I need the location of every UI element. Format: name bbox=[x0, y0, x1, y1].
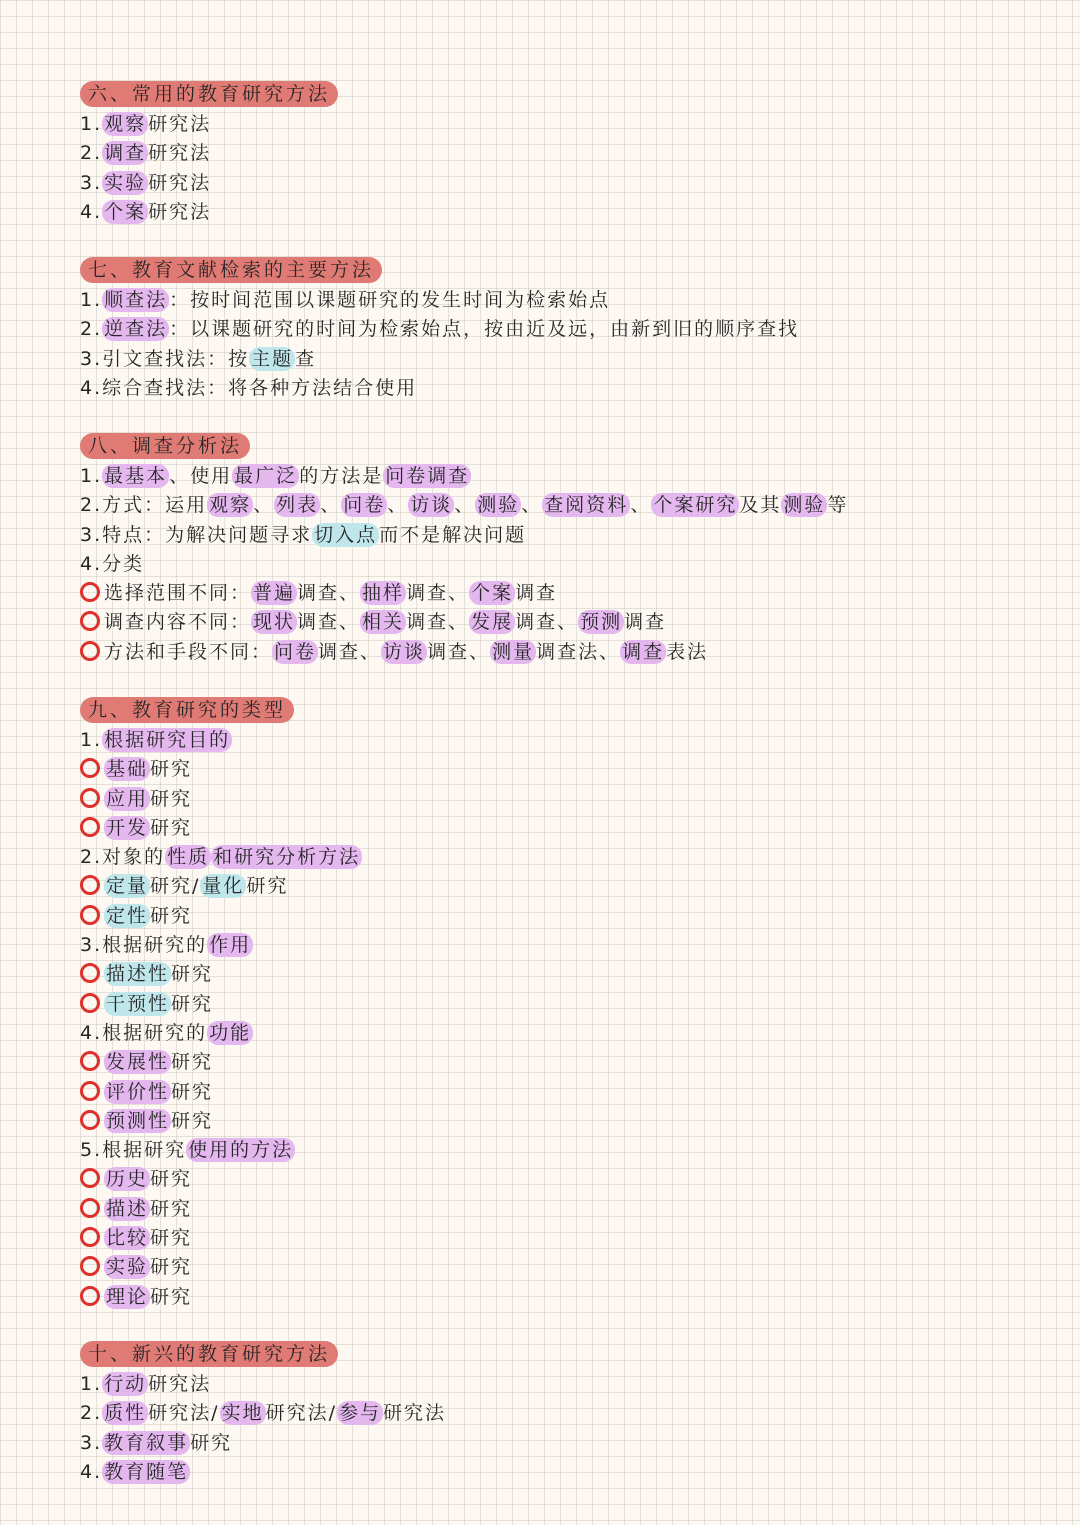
circle-bullet-icon bbox=[80, 1168, 100, 1188]
list-item: 2. 质性 研究法/ 实地 研究法/ 参与 研究法 bbox=[80, 1402, 447, 1425]
list-item: 1. 行动 研究法 bbox=[80, 1373, 212, 1395]
circle-bullet-icon bbox=[80, 1051, 100, 1071]
circle-bullet-icon bbox=[80, 641, 100, 661]
list-item: 4.分类 bbox=[80, 552, 145, 575]
list-item: 发展性 研究 bbox=[80, 1048, 362, 1077]
list-item: 5.根据研究 使用的方法 bbox=[80, 1139, 294, 1162]
list-item: 历史 研究 bbox=[80, 1165, 362, 1194]
section-research-types bbox=[80, 697, 362, 1312]
list-item: 理论 研究 bbox=[80, 1283, 362, 1312]
list-item: 1. 顺查法 ：按时间范围以课题研究的发生时间为检索始点 bbox=[80, 289, 611, 311]
circle-bullet-icon bbox=[80, 1198, 100, 1218]
list-item: 3.根据研究的 作用 bbox=[80, 934, 252, 957]
circle-bullet-icon bbox=[80, 1286, 100, 1306]
circle-bullet-icon bbox=[80, 963, 100, 983]
list-item: 1. 根据研究目的 bbox=[80, 729, 231, 751]
list-item: 4. 个案 研究法 bbox=[80, 200, 212, 223]
section-heading: 九、教育研究的类型 bbox=[80, 697, 294, 723]
circle-bullet-icon bbox=[80, 611, 100, 631]
list-item: 定性 研究 bbox=[80, 902, 362, 931]
list-item: 定量 研究/ 量化 研究 bbox=[80, 872, 362, 901]
section-survey-analysis bbox=[80, 433, 848, 667]
list-item: 选择范围不同： 普遍 调查、 抽样 调查、 个案 调查 bbox=[80, 579, 848, 608]
section-heading: 十、新兴的教育研究方法 bbox=[80, 1341, 338, 1367]
circle-bullet-icon bbox=[80, 1110, 100, 1130]
list-item: 3. 教育叙事 研究 bbox=[80, 1431, 233, 1454]
list-item: 描述性 研究 bbox=[80, 960, 362, 989]
list-item: 实验 研究 bbox=[80, 1253, 362, 1282]
circle-bullet-icon bbox=[80, 1081, 100, 1101]
list-item: 基础 研究 bbox=[80, 755, 362, 784]
list-item: 调查内容不同： 现状 调查、 相关 调查、 发展 调查、 预测 调查 bbox=[80, 608, 848, 637]
list-item: 1. 观察 研究法 bbox=[80, 113, 212, 135]
section-literature-retrieval bbox=[80, 257, 799, 403]
section-heading: 八、调查分析法 bbox=[80, 433, 250, 459]
section-research-methods bbox=[80, 81, 338, 227]
list-item: 应用 研究 bbox=[80, 785, 362, 814]
list-item: 比较 研究 bbox=[80, 1224, 362, 1253]
circle-bullet-icon bbox=[80, 905, 100, 925]
circle-bullet-icon bbox=[80, 993, 100, 1013]
list-item: 3.特点：为解决问题寻求 切入点 而不是解决问题 bbox=[80, 523, 527, 546]
list-item: 方法和手段不同： 问卷 调查、 访谈 调查、 测量 调查法、 调查 表法 bbox=[80, 638, 848, 667]
list-item: 4.根据研究的 功能 bbox=[80, 1021, 252, 1044]
list-item: 预测性 研究 bbox=[80, 1107, 362, 1136]
list-item: 2.对象的 性质 和研究分析方法 bbox=[80, 846, 361, 869]
list-item: 4.综合查找法：将各种方法结合使用 bbox=[80, 376, 418, 399]
list-item: 1. 最基本 、使用 最广泛 的方法是 问卷调查 bbox=[80, 465, 470, 487]
list-item: 开发 研究 bbox=[80, 814, 362, 843]
list-item: 评价性 研究 bbox=[80, 1078, 362, 1107]
list-item: 2.方式：运用 观察 、 列表 、 问卷 、 访谈 、 测验 、 查阅资料 、 个案研究 及其 测验 等 bbox=[80, 494, 849, 517]
circle-bullet-icon bbox=[80, 1227, 100, 1247]
circle-bullet-icon bbox=[80, 817, 100, 837]
list-item: 干预性 研究 bbox=[80, 990, 362, 1019]
section-heading: 六、常用的教育研究方法 bbox=[80, 81, 338, 107]
section-heading: 七、教育文献检索的主要方法 bbox=[80, 257, 382, 283]
circle-bullet-icon bbox=[80, 788, 100, 808]
circle-bullet-icon bbox=[80, 875, 100, 895]
list-item: 3.引文查找法：按 主题 查 bbox=[80, 347, 317, 370]
section-emerging-methods bbox=[80, 1341, 446, 1487]
list-item: 3. 实验 研究法 bbox=[80, 171, 212, 194]
circle-bullet-icon bbox=[80, 1256, 100, 1276]
circle-bullet-icon bbox=[80, 758, 100, 778]
circle-bullet-icon bbox=[80, 582, 100, 602]
list-item: 4. 教育随笔 bbox=[80, 1460, 189, 1483]
list-item: 2. 调查 研究法 bbox=[80, 142, 212, 165]
list-item: 2. 逆查法 ：以课题研究的时间为检索始点，按由近及远，由新到旧的顺序查找 bbox=[80, 318, 800, 341]
list-item: 描述 研究 bbox=[80, 1195, 362, 1224]
